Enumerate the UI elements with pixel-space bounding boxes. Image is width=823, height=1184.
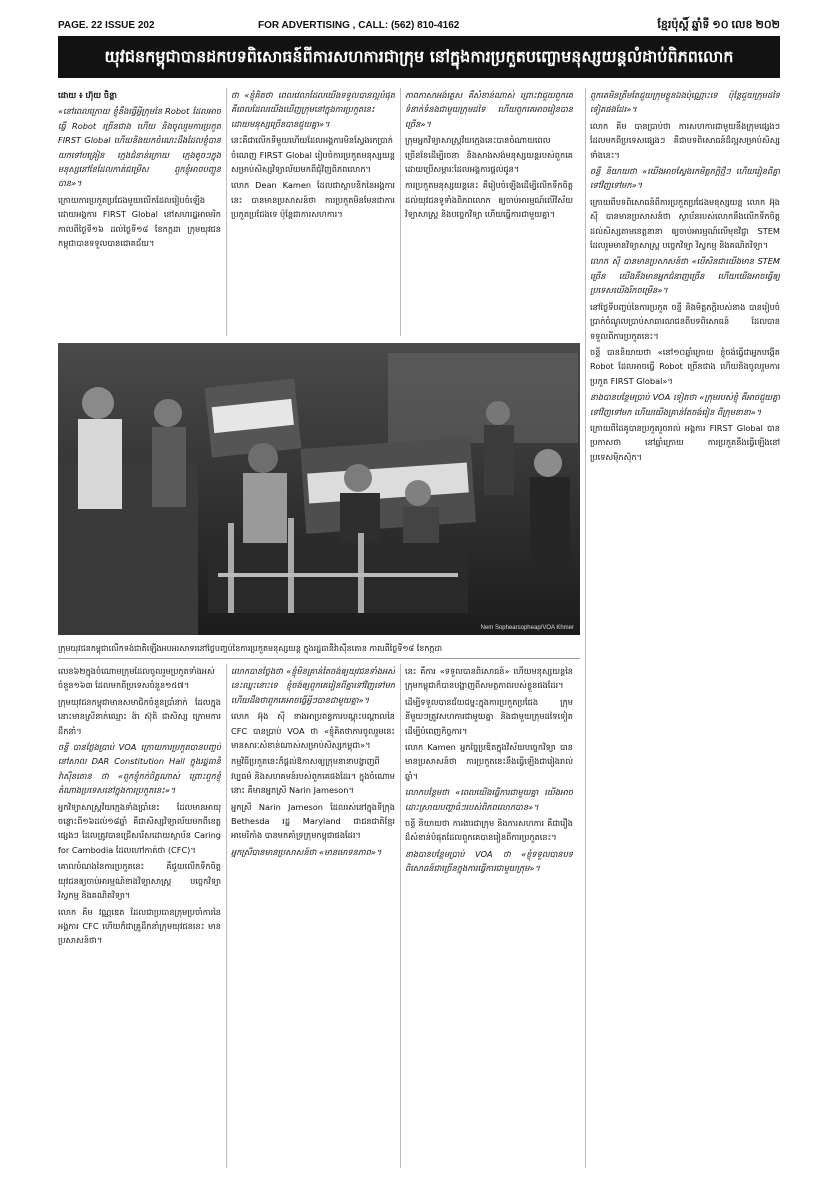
paragraph: លោក គីម បានប្រាប់ថា ការសហការជាមួយនឹងក្រុមផ្សេងៗ ដែលមកពីប្រទេសផ្សេងៗ គឺជាបទពិសោធន៍ដ៏ល្អសម្រាប់សិស្សទាំងនេះ។ xyxy=(590,120,780,160)
paragraph: លោក អ៊ុង ស៊ី ខាងអាប្រពន្ធការបណ្តុះបណ្តាលនៃ CFC បានប្រាប់ VOA ថា «ខ្ញុំគិតថាការចូលរួមនេះមានសារៈសំខាន់ណាស់សម្រាប់សិស្សកម្ពុជា»។ xyxy=(231,711,395,751)
article-headline: យុវជនកម្ពុជាបានដកបទពិសោធន៍ពីការសហការជាក្រុម នៅក្នុងការប្រកួតបញ្ចោមនុស្សយន្តលំដាប់ពិភពលោក xyxy=(58,36,780,78)
paragraph: ក្រុមយុវជនកម្ពុជាមានសមាជិកចំនួនប្រាំនាក់ ដែលក្នុងនោះមានស្រីនាក់ឈ្មោះ ង៉ា ស៊ុតិ ជាសិស្ស ក្រោមការដឹកនាំ។ xyxy=(58,696,221,736)
byline: ដោយ ៖ ហ៊ុយ ចិន្ដា xyxy=(58,90,117,100)
page-issue: PAGE. 22 ISSUE 202 xyxy=(58,20,155,31)
column-divider xyxy=(585,88,586,1168)
robotics-team-photo xyxy=(58,343,580,635)
paragraph: ក្រោយពីបទពិសោធន៍ពីការប្រកួតប្រជែងមនុស្សយន្ត លោក អ៊ុង ស៊ី បានមានប្រសាសន៍ថា ស្ថាប័នរបស់លោកនឹងលើកទឹកចិត្តដល់សិស្សតាមខេត្តនានា ឲ្យចាប់អារម្មណ៍លើមុខវិជ្ជា STEM ដែលរួមមានវិទ្យាសាស្ត្រ បច្ចេកវិទ្យា វិស្វកម្ម និងគណិតវិទ្យា។ xyxy=(590,196,780,251)
paragraph: ដើម្បីទទួលបានជ័យជម្នះក្នុងការប្រកួតប្រជែង ក្រុមនីមួយៗត្រូវសហការជាមួយគ្នា និងជាមួយក្រុមដទៃទៀត ដើម្បីបំពេញកិច្ចការ។ xyxy=(405,696,573,736)
photo-caption: ក្រុមយុវជនកម្ពុជាលើកទង់ជាតិឡើងអបអរសាទរនៅថ្ងៃបញ្ចប់នៃការប្រកួតមនុស្សយន្ត ក្នុងរដ្ឋធានីវ៉ាស៊ីនតោន កាលពីថ្ងៃទី១៨ ខែកក្កដា xyxy=(58,640,580,659)
article-column-2 xyxy=(231,88,395,334)
column-divider xyxy=(226,88,227,336)
paragraph: កម្មវិធីប្រកួតនេះក៏ផ្តល់ឱកាសឲ្យក្រុមនានាបង្ហាញពីវប្បធម៌ និងសហគមន៍របស់ពួកគេផងដែរ។ ក្នុងចំណោមនោះ គឺមានអ្នកស្រី Narin Jameson។ xyxy=(231,756,395,796)
article-photo xyxy=(58,343,580,635)
paragraph: អ្នកស្រី Narin Jameson ដែលរស់នៅក្នុងទីក្រុង Bethesda រដ្ឋ Maryland ជាជនជាតិខ្មែរអាមេរិកាំង បានមកគាំទ្រក្រុមកម្ពុជាផងដែរ។ xyxy=(231,801,395,841)
paragraph: លោក Dean Kamen ដែលជាស្ថាបនិកនៃអង្គការនេះ បានមានប្រសាសន៍ថា ការប្រកួតមិនមែនជាការប្រកួតប្រជែងទេ ប៉ុន្តែជាការសហការ។ xyxy=(231,180,395,220)
column-divider xyxy=(400,88,401,336)
article-column-3 xyxy=(405,88,573,334)
column-divider xyxy=(400,664,401,1168)
article-column-4 xyxy=(590,88,780,1168)
paragraph: លោកបន្ថែមថា «ពេលយើងធ្វើការជាមួយគ្នា យើងអាចដោះស្រាយបញ្ហាធំៗរបស់ពិភពលោកបាន»។ xyxy=(405,787,573,812)
article-column-2-lower xyxy=(231,664,395,1168)
advertising-contact: FOR ADVERTISING , CALL: (562) 810-4162 xyxy=(258,20,460,31)
paragraph: នាងបានបន្ថែមប្រាប់ VOA ទៀតថា «ក្រុមរបស់ខ្ញុំ គឺអាចជួយគ្នាទៅវិញទៅមក ហើយយើងគ្រាន់តែចង់រៀន ពីក្រុមនានា»។ xyxy=(590,392,780,417)
paragraph: ចន្ទី និយាយថា «យើងអាចស្វែងរកមិត្តភក្តិថ្មីៗ ហើយរៀនពីគ្នាទៅវិញទៅមក»។ xyxy=(590,166,780,191)
paragraph: «នៅពេលក្រោយ ខ្ញុំនឹងធ្វើអ្វីក្រុមនៃ Robot ដែលអាចធ្វើ Robot ច្រើនជាង ហើយ និងចូលរួមការប្រកួត FIRST Global ហើយនិងយកចំណេះដឹងដែលខ្ញុំបាន យកទៅបង្រៀន ក្មេងជំនាន់ក្រោយ ក្មេងតូចៗក្នុងមនុស្សនៅខែដែលកាត់ជម្រើស ពួកខ្ញុំអាចបញ្ជូនបាន»។ xyxy=(58,106,221,189)
paragraph: ភាពភាសាអង់គ្លេស គឺសំខាន់ណាស់ ព្រោះវាជួយពួកគេទំនាក់ទំនងជាមួយក្រុមដទៃ ហើយពួកគេអាចរៀនបានច្រើន»។ xyxy=(405,90,573,129)
paragraph: លោកបានថ្លែងថា «ខ្ញុំមិនគ្រាន់តែចង់ឲ្យយុវជនទាំងអស់នេះឈ្នះនោះទេ ខ្ញុំចង់ឲ្យពួកគេរៀនពីគ្នាទៅវិញទៅមក ហើយដឹងថាពួកគេអាចធ្វើអ្វីៗបានជាមួយគ្នា»។ xyxy=(231,666,395,705)
paragraph: ចន្ទី បាននិយាយថា «នៅ១០ឆ្នាំក្រោយ ខ្ញុំចង់ធ្វើជាអ្នកបង្កើត Robot ដែលអាចធ្វើ Robot ច្រើនជាង ហើយនិងចូលរួមការប្រកួត FIRST Global»។ xyxy=(590,346,780,386)
paragraph: ក្រោយការប្រកួតប្រជែងមួយលើកដែលរៀបចំឡើងដោយអង្គការ FIRST Global នៅសហរដ្ឋអាមេរិក កាលពីថ្ងៃទី១៦ ដល់ថ្ងៃទី១៨ ខែកក្កដា ក្រុមយុវជនកម្ពុជាបានទទួលបានជោគជ័យ។ xyxy=(58,194,221,249)
paragraph: ចន្ទី និយាយថា ការងារជាក្រុម និងការសហការ គឺជារឿងដ៏សំខាន់បំផុតដែលពួកគេបានរៀនពីការប្រកួតនេះ។ xyxy=(405,818,573,843)
paragraph: ក្រុមអ្នកវិទ្យាសាស្ត្រវ័យក្មេងនេះបានចំណាយពេលច្រើនខែដើម្បីរចនា និងសាងសង់មនុស្សយន្តរបស់ពួកគេ ដោយប្រើសម្ភារៈដែលអង្គការផ្តល់ជូន។ xyxy=(405,135,573,175)
paragraph: លោក Kamen អ្នកច្នៃប្រឌិតក្នុងវិស័យបច្ចេកវិទ្យា បានមានប្រសាសន៍ថា ការប្រកួតនេះនឹងធ្វើឡើងជារៀងរាល់ឆ្នាំ។ xyxy=(405,742,573,781)
article-column-1-lower xyxy=(58,664,221,1168)
photo-credit: Nem Sophearsopheap/VOA Khmer xyxy=(480,625,574,631)
article-column-1 xyxy=(58,88,221,334)
paragraph: លោក ស៊ី បានមានប្រសាសន៍ថា «បើសិនជាយើងមាន STEM ច្រើន យើងនឹងមានអ្នកជំនាញច្រើន ហើយយើងអាចធ្វើឲ្យប្រទេសយើងរីកចម្រើន»។ xyxy=(590,256,780,296)
paragraph: លោក គីម វណ្ណឌេត ដែលជាប្រធានក្រុមប្រចាំការនៃអង្គការ CFC ហើយក៏ជាគ្រូដឹកនាំក្រុមយុវជននេះ មានប្រសាសន៍ថា។ xyxy=(58,906,221,946)
paragraph: ការប្រកួតមនុស្សយន្តនេះ គឺរៀបចំឡើងដើម្បីលើកទឹកចិត្តដល់យុវជនទូទាំងពិភពលោក ឲ្យចាប់អារម្មណ៍លើវិស័យវិទ្យាសាស្ត្រ និងបច្ចេកវិទ្យា ហើយធ្វើការជាមួយគ្នា។ xyxy=(405,180,573,220)
paragraph: នៅថ្ងៃទីបញ្ចប់នៃការប្រកួត ចន្ទី និងមិត្តភក្តិរបស់នាង បានរៀបចំប្រាក់ចំណូលប្រាប់សាធារណជនពីបទពិសោធន៍ ដែលបានទទួលពីការប្រកួតនេះ។ xyxy=(590,301,780,341)
paragraph: ចន្ទី បានថ្លែងប្រាប់ VOA ក្រោយការប្រកួតបានបញ្ចប់នៅសាល DAR Constitution Hall ក្នុងរដ្ឋធានីវ៉ាស៊ីនតោន ថា «ពួកខ្ញុំកក់ចិត្តណាស់ ព្រោះពួកខ្ញុំតំណាងប្រទេសនៅក្នុងការប្រកួតនេះ»។ xyxy=(58,742,221,796)
paragraph: នេះ គឺការ «ទទួលបានពិសោធន៍» ហើយមនុស្សយន្តនៃក្រុមកម្ពុជាក៏បានបង្ហាញពីសមត្ថភាពរបស់ខ្លួនផងដែរ។ xyxy=(405,666,573,691)
paragraph: ថា «ខ្ញុំគិតថា ពេលវេលាដែលយើងទទួលបានល្អបំផុត គឺពេលដែលយើងឃើញក្រុមនៅក្នុងការប្រកួតនេះ ដោយមនុស្សច្រើនបានជួយគ្នា»។ xyxy=(231,90,395,129)
masthead-date: ខ្មែរប៉ុស្តិ៍ ឆ្នាំទី ១០ លេខ ២០២ xyxy=(657,19,780,31)
paragraph: គោលបំណងនៃការប្រកួតនេះ គឺជួយលើកទឹកចិត្តយុវជនឲ្យចាប់អារម្មណ៍ខាងវិទ្យាសាស្ត្រ បច្ចេកវិទ្យា វិស្វកម្ម និងគណិតវិទ្យា។ xyxy=(58,861,221,901)
paragraph: អ្នកវិទ្យាសាស្ត្រវ័យក្មេងទាំងប្រាំនេះ ដែលមានអាយុចន្លោះពី១៦ដល់១៨ឆ្នាំ គឺជាសិស្សវិទ្យាល័យមកពីខេត្តផ្សេងៗ ដែលត្រូវបានជ្រើសរើសដោយស្ថាប័ន Caring for Cambodia ដែលហៅកាត់ថា (CFC)។ xyxy=(58,801,221,855)
paragraph: ពួកគេមិនត្រឹមតែជួយក្រុមខ្លួនឯងប៉ុណ្ណោះទេ ប៉ុន្តែជួយក្រុមដទៃទៀតផងដែរ»។ xyxy=(590,90,780,115)
column-divider xyxy=(226,664,227,1168)
article-column-3-lower xyxy=(405,664,573,1168)
paragraph: លេខ៦២ក្នុងចំណោមក្រុមដែលចូលរួមប្រកួតទាំងអស់ចំនួន១៦៣ ដែលមកពីប្រទេសចំនួន១៥៧។ xyxy=(58,666,215,691)
paragraph: នេះគឺជាលើកទីមួយហើយដែលអង្គការមិនស្វែងរកប្រាក់ចំណេញ FIRST Global រៀបចំការប្រកួតមនុស្សយន្តសម្រាប់សិស្សវិទ្យាល័យមកពីជុំវិញពិភពលោក។ xyxy=(231,135,395,175)
paragraph: អ្នកស្រីបានមានប្រសាសន៍ថា «មានមោទនភាព»។ xyxy=(231,846,382,857)
paragraph: ក្រោយពីដៃគូបានប្រកួតរួចរាល់ អង្គការ FIRST Global បានប្រកាសថា នៅឆ្នាំក្រោយ ការប្រកួតនឹងធ្វើឡើងនៅប្រទេសម៉ិកស៊ិក។ xyxy=(590,422,780,462)
page-header xyxy=(58,18,780,34)
paragraph: នាងបានបន្ថែមប្រាប់ VOA ថា «ខ្ញុំទទួលបានបទពិសោធន៍ជាច្រើនក្នុងការធ្វើការជាមួយក្រុម»។ xyxy=(405,848,573,874)
